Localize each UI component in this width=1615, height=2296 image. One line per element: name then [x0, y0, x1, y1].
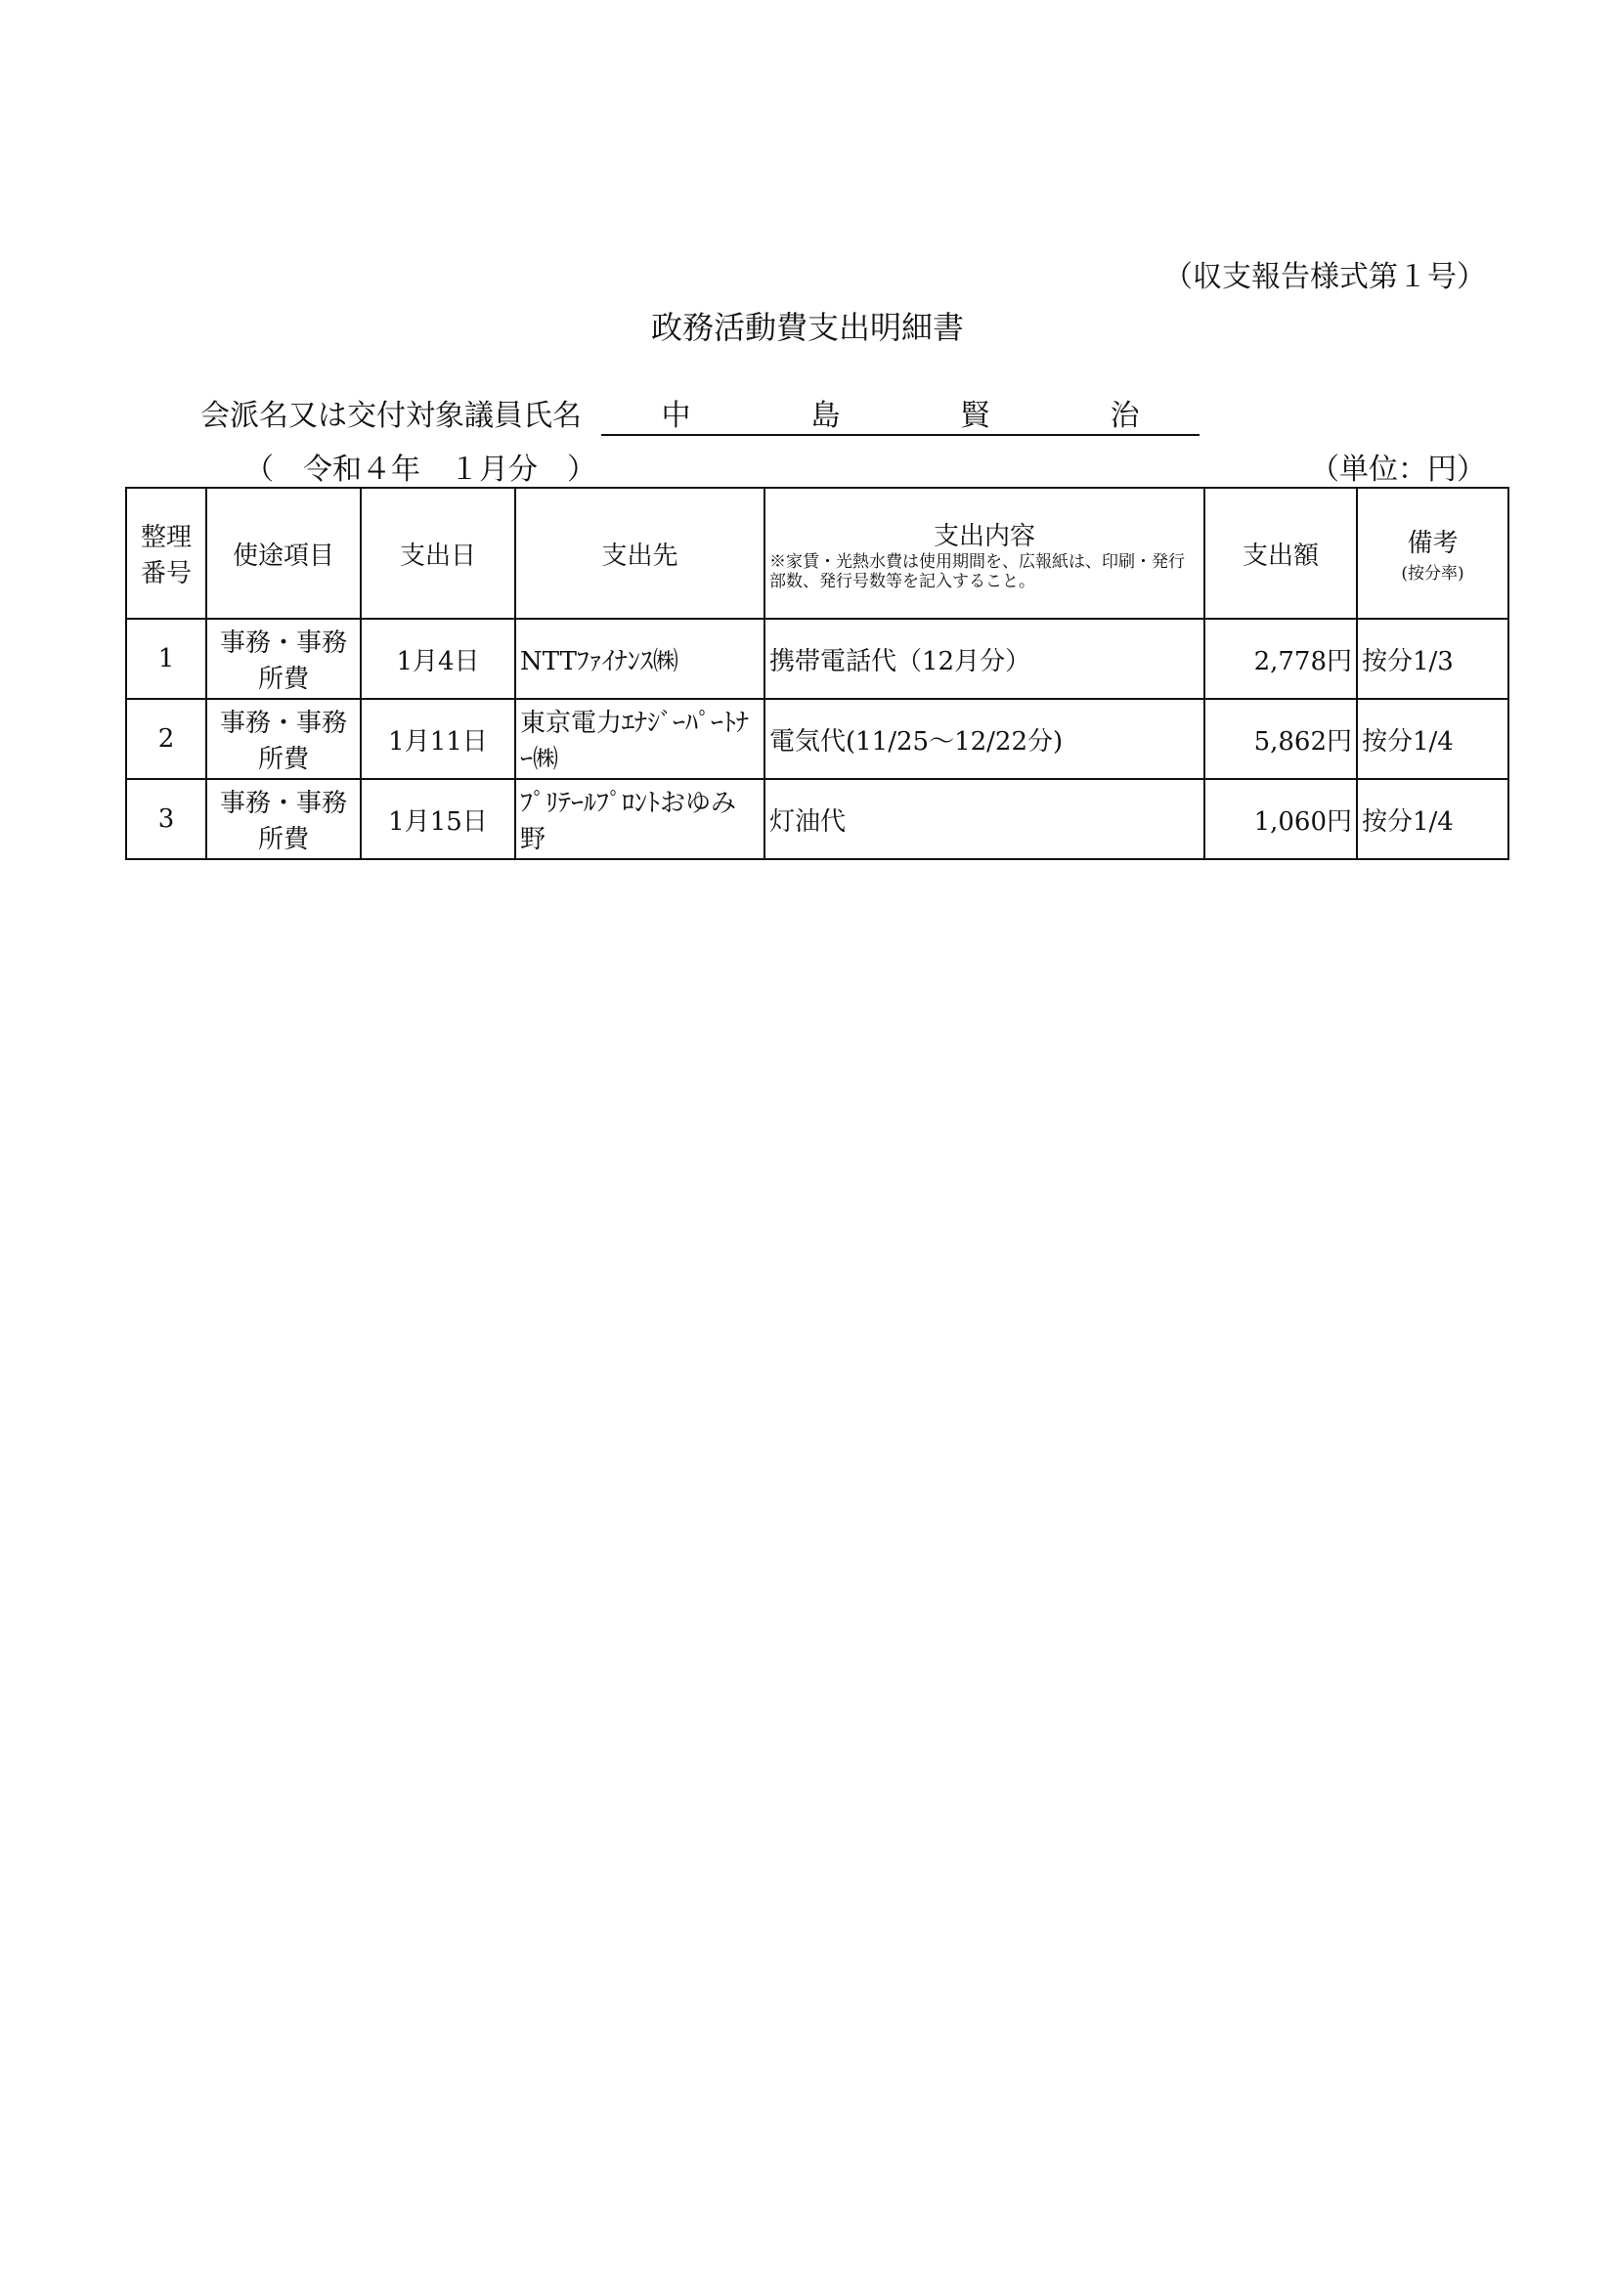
row-no: 1 — [126, 619, 206, 699]
form-number: （収支報告様式第１号） — [1163, 260, 1486, 294]
period: （ 令和４年 １月分 ） — [244, 453, 596, 487]
row-no: 2 — [126, 699, 206, 779]
row-no: 3 — [126, 779, 206, 859]
row-amount: 5,862円 — [1204, 699, 1357, 779]
row-use: 事務・事務所費 — [206, 779, 361, 859]
header-detail — [764, 488, 1204, 619]
row-remarks: 按分1/3 — [1357, 619, 1508, 699]
header-amount: 支出額 — [1204, 488, 1357, 619]
row-use: 事務・事務所費 — [206, 619, 361, 699]
header-detail-label: 支出内容 — [933, 521, 1035, 551]
row-payee: 東京電力ｴﾅｼﾞｰﾊﾟｰﾄﾅｰ㈱ — [515, 699, 764, 779]
row-use: 事務・事務所費 — [206, 699, 361, 779]
header-remarks-sub: (按分率) — [1401, 564, 1464, 584]
row-detail: 携帯電話代（12月分） — [764, 619, 1204, 699]
header-row — [126, 488, 1508, 619]
row-amount: 2,778円 — [1204, 619, 1357, 699]
row-date: 1月11日 — [361, 699, 515, 779]
header-payee: 支出先 — [515, 488, 764, 619]
member-name — [601, 391, 1200, 436]
header-detail-note: ※家賃・光熱水費は使用期間を、広報紙は、印刷・発行部数、発行号数等を記入すること。 — [769, 551, 1185, 591]
name-char: 中 — [661, 399, 691, 433]
row-payee: NTTﾌｧｲﾅﾝｽ㈱ — [515, 619, 764, 699]
row-detail: 灯油代 — [764, 779, 1204, 859]
table-row — [126, 619, 1508, 699]
row-remarks: 按分1/4 — [1357, 699, 1508, 779]
header-remarks-label: 備考 — [1407, 529, 1459, 558]
unit-label: （単位：円） — [1310, 453, 1486, 487]
table-row — [126, 699, 1508, 779]
table-row — [126, 779, 1508, 859]
header-use: 使途項目 — [206, 488, 361, 619]
page-title: 政務活動費支出明細書 — [650, 309, 964, 346]
row-detail: 電気代(11/25～12/22分) — [764, 699, 1204, 779]
row-remarks: 按分1/4 — [1357, 779, 1508, 859]
header-date: 支出日 — [361, 488, 515, 619]
name-char: 治 — [1110, 399, 1140, 433]
name-char: 島 — [810, 399, 841, 433]
row-amount: 1,060円 — [1204, 779, 1357, 859]
row-date: 1月15日 — [361, 779, 515, 859]
header-no: 整理番号 — [126, 488, 206, 619]
row-date: 1月4日 — [361, 619, 515, 699]
row-payee: ﾌﾟﾘﾃｰﾙﾌﾟﾛﾝﾄおゆみ野 — [515, 779, 764, 859]
expense-table — [125, 487, 1509, 860]
header-remarks — [1357, 488, 1508, 619]
name-label: 会派名又は交付対象議員氏名 — [200, 399, 582, 433]
name-char: 賢 — [960, 399, 990, 433]
